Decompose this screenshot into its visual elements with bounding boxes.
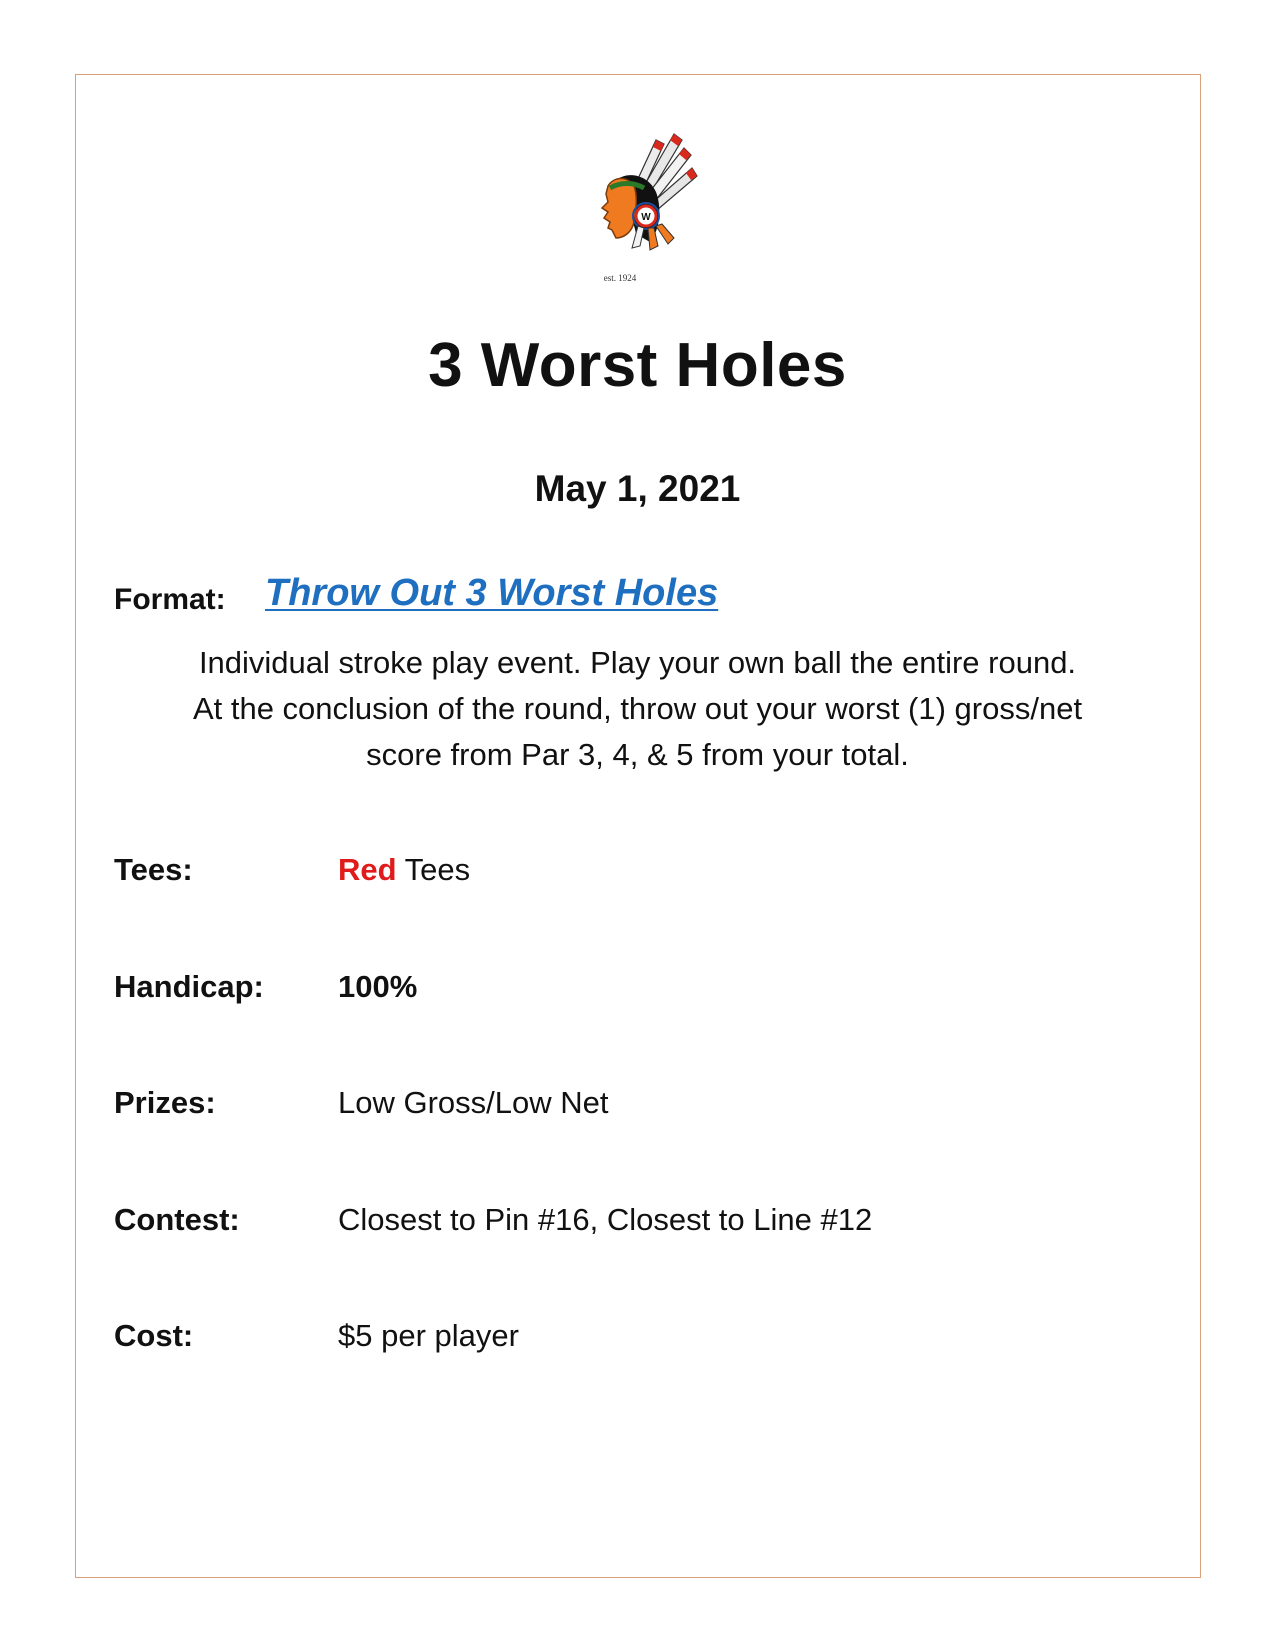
- event-date: May 1, 2021: [534, 468, 741, 509]
- tees-value: [338, 852, 470, 888]
- handicap-value: 100%: [338, 969, 418, 1004]
- cost-value: $5 per player: [338, 1318, 519, 1353]
- logo-caption: est. 1924: [603, 273, 637, 283]
- emblem-letter: W: [641, 212, 651, 223]
- page-title: 3 Worst Holes: [428, 331, 847, 400]
- prizes-label: Prizes:: [114, 1085, 216, 1120]
- contest-value: Closest to Pin #16, Closest to Line #12: [338, 1202, 873, 1237]
- page-frame: [75, 74, 1201, 1578]
- description-line: Individual stroke play event. Play your own ball the entire round.: [198, 645, 1077, 680]
- description-line: At the conclusion of the round, throw out your worst (1) gross/net: [192, 691, 1083, 726]
- handicap-label: Handicap:: [114, 969, 264, 1004]
- contest-label: Contest:: [114, 1202, 240, 1237]
- tees-color-word: Red: [338, 852, 397, 887]
- format-label: Format:: [114, 583, 226, 616]
- tees-rest: Tees: [396, 852, 471, 887]
- format-link[interactable]: Throw Out 3 Worst Holes: [265, 572, 719, 614]
- format-description: [100, 640, 1175, 778]
- indian-head-logo-icon: [578, 130, 702, 254]
- tees-label: Tees:: [114, 852, 193, 887]
- cost-label: Cost:: [114, 1318, 194, 1353]
- description-line: score from Par 3, 4, & 5 from your total.: [366, 737, 909, 772]
- prizes-value: Low Gross/Low Net: [338, 1085, 609, 1120]
